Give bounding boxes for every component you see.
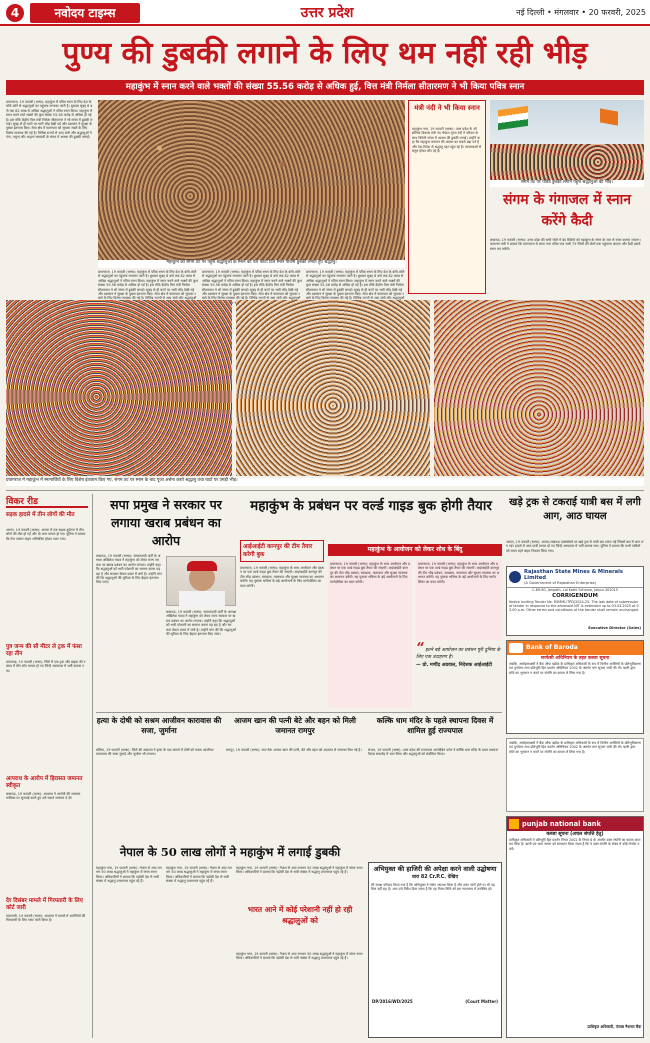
right-photo-caption: संगम तट पर पवित्र डुबकी लगाने पहुंचे श्रद्धालुओं की भीड़। bbox=[490, 180, 644, 187]
side-story-headline: मंत्री नंदी ने भी किया स्नान bbox=[414, 104, 480, 112]
ad-pnb-tag: कब्जा सूचना (अचल संपत्ति हेतु) bbox=[546, 832, 604, 837]
side-story-body: महाकुंभ नगर, 19 फरवरी (भाषा): उत्तर प्रदेश के औद्योगिक विकास मंत्री नंद गोपाल गुप्ता नंदी ने परिवार के साथ त्रिवेणी संगम में आस्था की डुबकी लगाई। उन्होंने कहा कि महाकुंभ सनातन की आस्था का सबसे बड़ा पर्व है और देश-विदेश से श्रद्धालु यहां पहुंच रहे हैं। व्यवस्थाओं से संतुष्ट होकर लौट रहे हैं। bbox=[412, 127, 482, 154]
vichar-item-2-body: प्रतापगढ़, 19 फरवरी (भाषा): जिले में एक ट्रक और बाइक की टक्कर में तीन लोग घायल हो गए जिन्हें अस्पताल में भर्ती कराया गया। bbox=[6, 660, 86, 673]
murder-body: बलिया, 19 फरवरी (भाषा): जिले की अदालत ने हत्या के एक मामले में दोषी को सश्रम आजीवन कारावास की सजा सुनाई और जुर्माना भी लगाया। bbox=[96, 748, 214, 757]
strip-photo-2 bbox=[236, 300, 430, 476]
page-number: 4 bbox=[6, 4, 24, 22]
sangam-body: लखनऊ, 19 फरवरी (भाषा): उत्तर प्रदेश की सभी जेलों में बंद कैदियों को महाकुंभ के संगम के जल से स्नान कराया जाएगा। कारागार मंत्री ने बताया कि प्रयागराज से लाया गया पवित्र जल सभी 75 जिलों की जेलों तक पहुंचाया जाएगा और कैदी इससे स्नान कर सकेंगे। bbox=[490, 238, 641, 251]
pnb-logo-icon bbox=[509, 819, 519, 829]
bus-body: आगरा, 19 फरवरी (भाषा): आगरा-लखनऊ एक्सप्रेसवे पर खड़े ट्रक से यात्री बस टकरा गई जिससे बस में आग लग गई। हादसे में आठ यात्री घायल हो गए जिन्हें अस्पताल में भर्ती कराया गया। पुलिस ने बताया कि सभी यात्रियों को समय रहते बाहर निकाल लिया गया। bbox=[506, 540, 644, 553]
guidebook-bar: महाकुंभ के आयोजन को लेकर शोध के बिंदु bbox=[328, 544, 502, 556]
sapa-headline: सपा प्रमुख ने सरकार पर लगाया खराब प्रबंधन का आरोप bbox=[110, 497, 222, 548]
ad-bob-tag: सरफेसी अधिनियम के तहत कब्जा सूचना bbox=[540, 656, 610, 661]
right-photo bbox=[490, 100, 644, 180]
dateline: नई दिल्ली • मंगलवार • 20 फरवरी, 2025 bbox=[516, 8, 646, 17]
akhilesh-photo bbox=[166, 556, 236, 606]
bus-headline: खड़े ट्रक से टकराई यात्री बस में लगी आग, आठ घायल bbox=[509, 497, 641, 522]
lower-divider bbox=[96, 712, 502, 713]
strip-caption: प्रयागराज में महाकुंभ में स्नानार्थियों के लिए विशेष इंतजाम किए गए, संगम तट पर स्नान के बाद पूजा अर्चना करते श्रद्धालु तथा घाटों पर उमड़ी भीड़। bbox=[6, 478, 644, 486]
lead-body-col-3: प्रयागराज, 19 फरवरी (भाषा): महाकुंभ में पवित्र स्नान के लिए देश के कोने-कोने से श्रद्धालुओं का पहुंचना लगातार जारी है। बुधवार सुबह 8 बजे तक 82 लाख से अधिक श्रद्धालुओं ने पवित्र स्नान किया। महाकुंभ में स्नान करने वाले भक्तों की कुल संख्या 55.56 करोड़ से अधिक हो गई है। इस मौके केंद्रीय वित्त मंत्री निर्मला सीतारमण ने भी संगम में डुबकी लगाई। सुबह से ही घाटों पर भारी भीड़ देखी गई और प्रशासन ने सुरक्षा के पुख्ता इंतजाम किए। मेला क्षेत्र में यातायात को सुचारू रखने के लिए विशेष व्यवस्था की गई है। विभिन्न राज्यों से आए संतों और श्रद्धालुओं bbox=[202, 270, 302, 301]
court-notice-body: मेरे समक्ष परिवाद किया गया है कि अभियुक्त ने संज्ञेय अपराध किया है और वारंट जारी होने पर भी वह मिल नहीं रहा है। अतः उसे निर्देश दिया जाता है कि वह नियत तिथि को इस न्यायालय में उपस्थित हो। bbox=[371, 883, 495, 892]
bob-logo-icon bbox=[509, 643, 523, 653]
court-notice-section: धारा 82 Cr.P.C. देखिए bbox=[411, 875, 459, 880]
kalki-body: संभल, 19 फरवरी (भाषा): उत्तर प्रदेश की राज्यपाल आनंदीबेन पटेल ने कल्कि धाम मंदिर के प्रथम स्थापना दिवस समारोह में भाग लिया और श्रद्धालुओं को संबोधित किया। bbox=[368, 748, 499, 757]
section-title: उत्तर प्रदेश bbox=[300, 5, 354, 21]
court-notice-court: (Court Matter) bbox=[465, 999, 498, 1004]
guidebook-points-2: प्रयागराज, 19 फरवरी (भाषा): महाकुंभ के भव्य आयोजन और प्रबंधन पर एक वर्ल्ड गाइड बुक तैयार की जाएगी। आईआईटी कानपुर की टीम भीड़ प्रबंधन, स्वच्छता, यातायात और सुरक्षा व्यवस्था का अध्ययन करेगी। यह पुस्तक भविष्य के बड़े आयोजनों के लिए मार्गदर्शिका का काम करेगी। bbox=[416, 560, 502, 640]
guidebook-headline: महाकुंभ के प्रबंधन पर वर्ल्ड गाइड बुक होगी तैयार bbox=[250, 498, 492, 514]
lead-body-col-1: प्रयागराज, 19 फरवरी (भाषा): महाकुंभ में पवित्र स्नान के लिए देश के कोने-कोने से श्रद्धालुओं का पहुंचना लगातार जारी है। बुधवार सुबह 8 बजे तक 82 लाख से अधिक श्रद्धालुओं ने पवित्र स्नान किया। महाकुंभ में स्नान करने वाले भक्तों की कुल संख्या 55.56 करोड़ से अधिक हो गई है। इस मौके केंद्रीय वित्त मंत्री निर्मला सीतारमण ने भी संगम में डुबकी लगाई। सुबह से ही घाटों पर भारी भीड़ देखी गई और प्रशासन ने सुरक्षा के पुख्ता इंतजाम किए। मेला क्षेत्र में यातायात को सुचारू रखने के लिए विशेष व्यवस्था की गई है। विभिन्न राज्यों से आए संतों और श्रद्धालुओं ने गंगा, यमुना और अदृश्य सरस्वती के संगम में आस्था की डुबकी लगाई। bbox=[6, 100, 93, 140]
ad-rajasthan-sub: (A Government of Rajasthan Enterprise) bbox=[524, 581, 597, 585]
vichar-item-1-headline: सड़क हादसे में तीन लोगों की मौत bbox=[6, 512, 75, 518]
sangam-headline: संगम के गंगाजल में स्नान करेंगे कैदी bbox=[502, 192, 632, 229]
nepal-body-col-3: महाकुंभ नगर, 19 फरवरी (भाषा): नेपाल से आए लगभग 50 लाख श्रद्धालुओं ने महाकुंभ में संगम स्नान किया। अधिकारियों ने बताया कि पड़ोसी देश से भारी संख्या में श्रद्धालु प्रयागराज पहुंच रहे हैं। bbox=[236, 866, 363, 875]
ad-bob-title: Bank of Baroda bbox=[526, 644, 578, 651]
lead-headline: पुण्य की डुबकी लगाने के लिए थम नहीं रही भीड़ bbox=[62, 36, 588, 71]
vichar-item-3-body: लखनऊ, 19 फरवरी (भाषा): अदालत ने आरोपी की जमानत याचिका पर सुनवाई करते हुए उसे सशर्त जमानत दे दी। bbox=[6, 792, 81, 801]
ad-bob-body: जबकि, अधोहस्ताक्षरी ने बैंक ऑफ बड़ौदा के प्राधिकृत अधिकारी के रूप में वित्तीय आस्तियों के प्रतिभूतिकरण एवं पुनर्गठन तथा प्रतिभूति हित प्रवर्तन अधिनियम 2002 के अंतर्गत मांग सूचना जारी की थी। ऋणी द्वारा राशि का भुगतान न करने पर संपत्ति का कब्जा ले लिया गया है। bbox=[509, 662, 641, 675]
nepal-body-col-1: महाकुंभ नगर, 19 फरवरी (भाषा): नेपाल से आए लगभग 50 लाख श्रद्धालुओं ने महाकुंभ में संगम स्नान किया। अधिकारियों ने बताया कि पड़ोसी देश से भारी संख्या में श्रद्धालु प्रयागराज पहुंच रहे हैं। bbox=[96, 866, 162, 884]
guidebook-quote bbox=[416, 640, 502, 708]
guidebook-points-1: प्रयागराज, 19 फरवरी (भाषा): महाकुंभ के भव्य आयोजन और प्रबंधन पर एक वर्ल्ड गाइड बुक तैयार की जाएगी। आईआईटी कानपुर की टीम भीड़ प्रबंधन, स्वच्छता, यातायात और सुरक्षा व्यवस्था का अध्ययन करेगी। यह पुस्तक भविष्य के बड़े आयोजनों के लिए मार्गदर्शिका का काम करेगी। bbox=[328, 560, 412, 708]
ad-rajasthan-address: C-89-90, Janpath, Lal Kothi Scheme, Jaipur-302015 bbox=[532, 588, 618, 593]
lead-body-col-4: प्रयागराज, 19 फरवरी (भाषा): महाकुंभ में पवित्र स्नान के लिए देश के कोने-कोने से श्रद्धालुओं का पहुंचना लगातार जारी है। बुधवार सुबह 8 बजे तक 82 लाख से अधिक श्रद्धालुओं ने पवित्र स्नान किया। महाकुंभ में स्नान करने वाले भक्तों की कुल संख्या 55.56 करोड़ से अधिक हो गई है। इस मौके केंद्रीय वित्त मंत्री निर्मला सीतारमण ने भी संगम में डुबकी लगाई। सुबह से ही घाटों पर भारी भीड़ देखी गई और प्रशासन ने सुरक्षा के पुख्ता इंतजाम किए। मेला क्षेत्र में यातायात को सुचारू रखने के लिए विशेष व्यवस्था की गई है। विभिन्न राज्यों से आए संतों और श्रद्धालुओं bbox=[306, 270, 405, 301]
vichar-item-4-body: वाराणसी, 19 फरवरी (भाषा): अदालत ने मामले में आरोपियों की गिरफ्तारी के लिए वारंट जारी किया है। bbox=[6, 914, 86, 923]
quote-mark-icon: “ bbox=[416, 640, 424, 654]
lead-deck: महाकुंभ में स्नान करने वाले भक्तों की संख्या 55.56 करोड़ से अधिक हुई, वित्त मंत्री निर्मला सीतारमण ने भी किया पवित्र स्नान bbox=[6, 80, 644, 95]
nepal-body-col-2: महाकुंभ नगर, 19 फरवरी (भाषा): नेपाल से आए लगभग 50 लाख श्रद्धालुओं ने महाकुंभ में संगम स्नान किया। अधिकारियों ने बताया कि पड़ोसी देश से भारी संख्या में श्रद्धालु प्रयागराज पहुंच रहे हैं। bbox=[166, 866, 232, 884]
lead-photo-caption: महाकुंभ को संगम तट पर पहुंचे श्रद्धालुओं के स्नान को पल फोटो टिल स्नान पावनी डुबकी लगाते हुए श्रद्धालु। bbox=[98, 260, 405, 268]
brand-logo: नवोदय टाइम्स bbox=[30, 3, 140, 23]
sapa-body-col-2: लखनऊ, 19 फरवरी (भाषा): समाजवादी पार्टी के अध्यक्ष अखिलेश यादव ने महाकुंभ को लेकर राज्य सरकार पर खराब प्रबंधन का आरोप लगाया। उन्होंने कहा कि श्रद्धालुओं को भारी परेशानी का सामना करना पड़ रहा है और सरकार केवल प्रचार में लगी है। उन्होंने मांग की कि श्रद्धालुओं की सुविधा के लिए बेहतर इंतजाम किए जाएं। bbox=[166, 610, 237, 637]
ad-pnb-title: punjab national bank bbox=[522, 819, 601, 828]
kalki-headline: कल्कि धाम मंदिर के पहले स्थापना दिवस में शामिल हुई राज्यपाल bbox=[376, 716, 494, 735]
ad-pnb-body: प्राधिकृत अधिकारी ने प्रतिभूति हित प्रवर्तन नियम 2002 के नियम 8 के अंतर्गत उक्त संपत्ति का कब्जा प्राप्त कर लिया है। ऋणी एवं आम जनता को सावधान किया जाता है कि वे उक्त संपत्ति के संबंध में कोई लेनदेन न करें। bbox=[509, 838, 641, 851]
saffron-flag-icon bbox=[600, 108, 618, 125]
flag-icon bbox=[498, 106, 528, 130]
ad-rajasthan-body: Notice Inviting Tender No. RSMML/TPD/2024-25. The last date of submission of tender in response to the aforesaid NIT is extended up to 03.03.2025 at 03.00 p.m. Other terms and conditions of the tender shall remain unchanged. bbox=[509, 599, 640, 613]
vichar-item-4-headline: देर दिसंबर मामले में गिरफ्तारी के लिए कोर्ट जारी bbox=[6, 898, 83, 911]
azam-headline: आजम खान की पत्नी बेटे और बहन को मिली जमानत रामपुर bbox=[234, 716, 356, 735]
court-notice bbox=[368, 862, 502, 1038]
guidebook-subbox: आईआईटी कानपुर की टीम तैयार करेगी बुक bbox=[240, 540, 324, 562]
vichar-item-2-headline: पुत्र जन्म की सौ मीटर ले ट्रक में फंसा रहा तीन bbox=[6, 644, 82, 657]
column-rule bbox=[92, 494, 93, 1038]
nepal-headline: नेपाल के 50 लाख लोगों ने महाकुंभ में लगाई डुबकी bbox=[119, 845, 341, 859]
vichar-item-3-headline: आपराध के आरोप में हिरासत जमानत स्वीकृत bbox=[6, 776, 83, 789]
section-divider bbox=[6, 490, 644, 491]
ad-rajasthan-title: Rajasthan State Mines & Minerals Limited bbox=[524, 569, 624, 581]
azam-body: रामपुर, 19 फरवरी (भाषा): सपा नेता आजम खान की पत्नी, बेटे और बहन को अदालत से जमानत मिल गई है। bbox=[226, 748, 362, 752]
ad-rajasthan-signoff: Executive Director (Sales) bbox=[588, 625, 641, 630]
kurta-icon bbox=[179, 591, 225, 607]
ad-bob-table: जबकि, अधोहस्ताक्षरी ने बैंक ऑफ बड़ौदा के प्राधिकृत अधिकारी के रूप में वित्तीय आस्तियों के प्रतिभूतिकरण एवं पुनर्गठन तथा प्रतिभूति हित प्रवर्तन अधिनियम 2002 के अंतर्गत मांग सूचना जारी की थी। ऋणी द्वारा राशि का भुगतान न करने पर संपत्ति का कब्जा ले लिया गया है। bbox=[506, 738, 644, 812]
nepal-body-col-4: महाकुंभ नगर, 19 फरवरी (भाषा): नेपाल से आए लगभग 50 लाख श्रद्धालुओं ने महाकुंभ में संगम स्नान किया। अधिकारियों ने बताया कि पड़ोसी देश से भारी संख्या में श्रद्धालु प्रयागराज पहुंच रहे हैं। bbox=[236, 952, 363, 961]
ad-pnb-signoff: प्राधिकृत अधिकारी, पंजाब नैशनल बैंक bbox=[587, 1024, 641, 1029]
guidebook-quote-author: — प्रो. मणींद्र अग्रवाल, निदेशक आईआईटी bbox=[416, 663, 492, 669]
vichar-column bbox=[6, 512, 88, 1036]
court-notice-headline: अभियुक्त की हाजिरी की अपेक्षा करने वाली उद्घोषणा bbox=[373, 865, 497, 873]
strip-photo-3 bbox=[434, 300, 644, 476]
ad-rajasthan-notice: CORRIGENDUM bbox=[552, 592, 598, 599]
ad-bank-of-baroda bbox=[506, 640, 644, 734]
rsmml-logo-icon bbox=[509, 571, 521, 583]
court-notice-case-ref: DP/2016/WD/2025 bbox=[372, 999, 413, 1004]
vichar-label: विकर रीड bbox=[6, 494, 88, 508]
murder-headline: हत्या के दोषी को सश्रम आजीवन कारावास की सजा, जुर्माना bbox=[96, 716, 222, 735]
nepal-pull-quote: भारत आने में कोई परेशानी नहीं हो रही श्रद्धालुओं को bbox=[247, 905, 353, 925]
right-photo-crowd bbox=[490, 144, 644, 180]
strip-photo-1 bbox=[6, 300, 232, 476]
red-cap-icon bbox=[187, 561, 217, 571]
lead-photo bbox=[98, 100, 405, 260]
ad-rajasthan bbox=[506, 566, 644, 636]
guidebook-quote-text: इतने बड़े आयोजन का प्रबंधन पूरी दुनिया के लिए एक उदाहरण है। bbox=[416, 648, 501, 660]
sapa-body-col-1: लखनऊ, 19 फरवरी (भाषा): समाजवादी पार्टी के अध्यक्ष अखिलेश यादव ने महाकुंभ को लेकर राज्य सरकार पर खराब प्रबंधन का आरोप लगाया। उन्होंने कहा कि श्रद्धालुओं को भारी परेशानी का सामना करना पड़ रहा है और सरकार केवल प्रचार में लगी है। उन्होंने मांग की कि श्रद्धालुओं की सुविधा के लिए बेहतर इंतजाम किए जाएं। bbox=[96, 554, 162, 585]
lead-body-col-2: प्रयागराज, 19 फरवरी (भाषा): महाकुंभ में पवित्र स्नान के लिए देश के कोने-कोने से श्रद्धालुओं का पहुंचना लगातार जारी है। बुधवार सुबह 8 बजे तक 82 लाख से अधिक श्रद्धालुओं ने पवित्र स्नान किया। महाकुंभ में स्नान करने वाले भक्तों की कुल संख्या 55.56 करोड़ से अधिक हो गई है। इस मौके केंद्रीय वित्त मंत्री निर्मला सीतारमण ने भी संगम में डुबकी लगाई। सुबह से ही घाटों पर भारी भीड़ देखी गई और प्रशासन ने सुरक्षा के पुख्ता इंतजाम किए। मेला क्षेत्र में यातायात को सुचारू रखने के लिए विशेष व्यवस्था की गई है। विभिन्न राज्यों से आए संतों और श्रद्धालुओं bbox=[98, 270, 198, 301]
ad-pnb bbox=[506, 816, 644, 1038]
vichar-item-1-body: आगरा, 19 फरवरी (भाषा): आगरा में एक सड़क दुर्घटना में तीन लोगों की मौत हो गई और दो अन्य घायल हो गए। पुलिस ने बताया कि तेज रफ्तार वाहन अनियंत्रित होकर पलट गया। bbox=[6, 528, 86, 541]
guidebook-body-col-1: प्रयागराज, 19 फरवरी (भाषा): महाकुंभ के भव्य आयोजन और प्रबंधन पर एक वर्ल्ड गाइड बुक तैयार की जाएगी। आईआईटी कानपुर की टीम भीड़ प्रबंधन, स्वच्छता, यातायात और सुरक्षा व्यवस्था का अध्ययन करेगी। यह पुस्तक भविष्य के बड़े आयोजनों के लिए मार्गदर्शिका का काम करेगी। bbox=[240, 566, 324, 588]
